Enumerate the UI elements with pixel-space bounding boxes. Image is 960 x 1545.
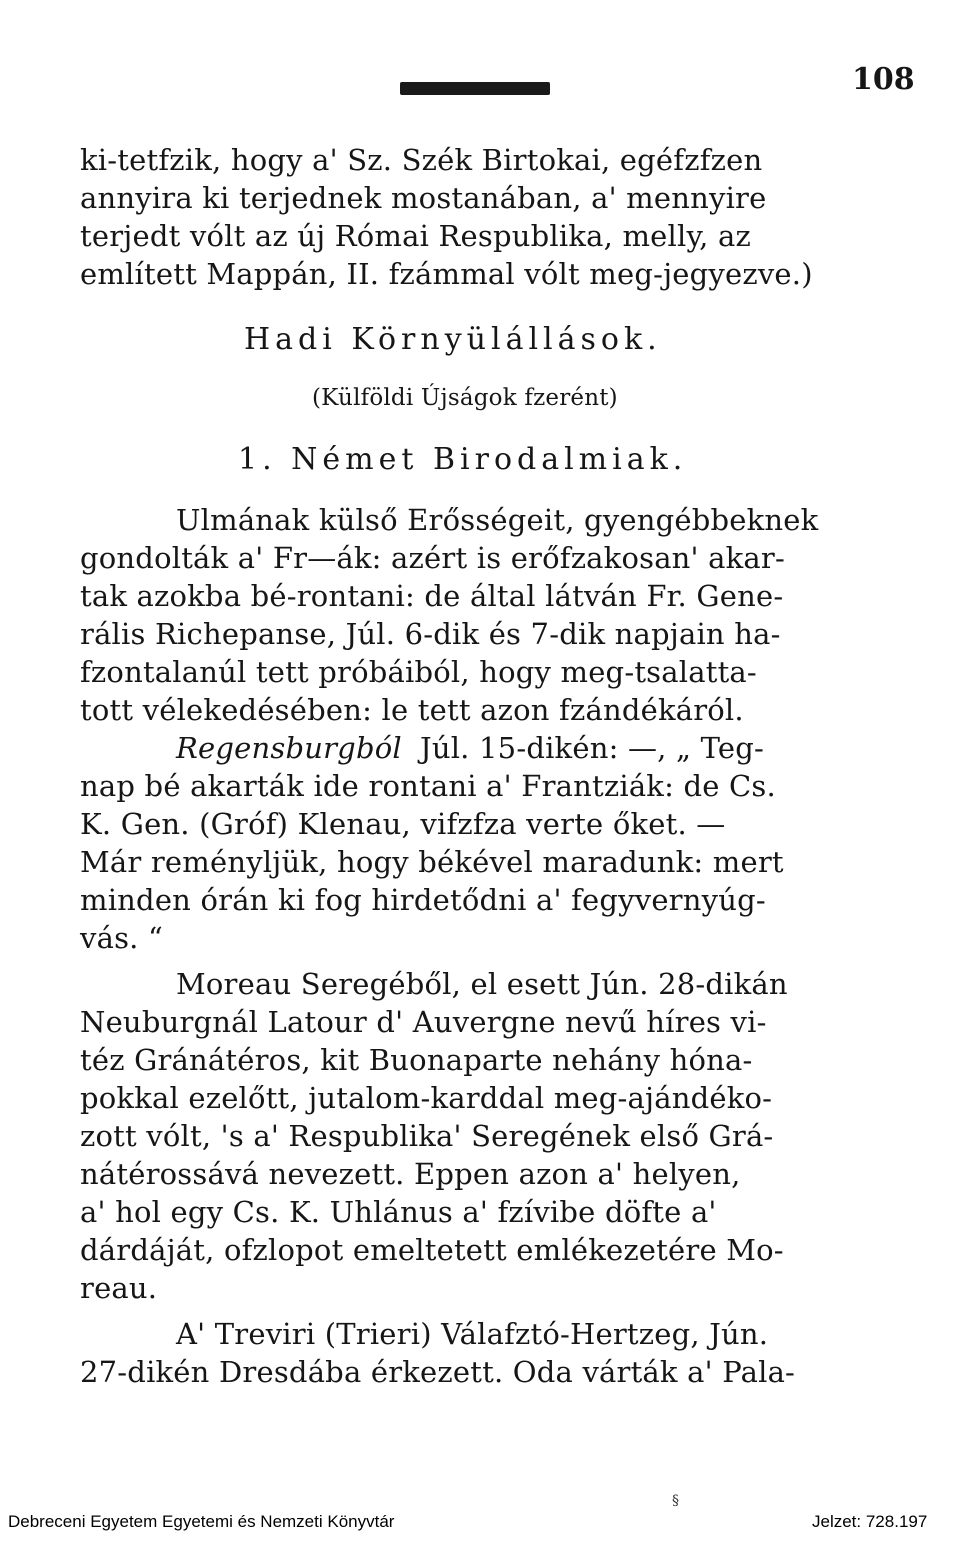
- text-line-15: nap bé akarták ide rontani a' Frantziák: de Cs.: [80, 769, 776, 803]
- footer-shelfmark: Jelzet: 728.197: [812, 1512, 928, 1531]
- text-line-19: vás. “: [80, 921, 164, 955]
- text-line-12: fzontalanúl tett próbáiból, hogy meg-tsalatta-: [80, 655, 757, 689]
- footer-library-name: Debreceni Egyetem Egyetemi és Nemzeti Könyvtár: [8, 1512, 395, 1531]
- text-line-18: minden órán ki fog hirdetődni a' fegyvernyúg-: [80, 883, 766, 917]
- text-line-4: említett Mappán, II. fzámmal vólt meg-jegyezve.): [80, 257, 813, 291]
- text-line-22: téz Gránátéros, kit Buonaparte nehány hóna-: [80, 1043, 753, 1077]
- text-line-2: annyira ki terjednek mostanában, a' mennyire: [80, 181, 767, 215]
- header-ornament-rule: [400, 82, 550, 95]
- text-line-30: 27-dikén Dresdába érkezett. Oda várták a' Pala-: [80, 1355, 796, 1389]
- text-line-20: Moreau Seregéből, el esett Jún. 28-dikán: [176, 967, 788, 1001]
- text-line-16: K. Gen. (Gróf) Klenau, vifzfza verte őket. —: [80, 807, 726, 841]
- subsection-heading: 1. Német Birodalmiak.: [238, 442, 688, 477]
- page-number: 108: [852, 62, 915, 97]
- place-name-italic: Regensburgból: [176, 731, 402, 765]
- text-line-27: dárdáját, ofzlopot emeltetett emlékezetére Mo-: [80, 1233, 784, 1267]
- text-line-24: zott vólt, 's a' Respublika' Seregének első Grá-: [80, 1119, 774, 1153]
- text-line-23: pokkal ezelőtt, jutalom-karddal meg-ajándéko-: [80, 1081, 773, 1115]
- text-line-11: rális Richepanse, Júl. 6-dik és 7-dik napjain ha-: [80, 617, 781, 651]
- text-line-13: tott vélekedésében: le tett azon fzándékáról.: [80, 693, 744, 727]
- text-line-8: Ulmának külső Erősségeit, gyengébbeknek: [176, 503, 819, 537]
- text-line-14: Júl. 15-dikén: —, „ Teg-: [420, 731, 765, 765]
- section-source-note: (Külföldi Újságok fzerént): [312, 385, 618, 411]
- text-line-28: reau.: [80, 1271, 158, 1305]
- text-line-21: Neuburgnál Latour d' Auvergne nevű híres vi-: [80, 1005, 767, 1039]
- text-line-9: gondolták a' Fr—ák: azért is erőfzakosan' akar-: [80, 541, 785, 575]
- text-line-3: terjedt vólt az új Római Respublika, melly, az: [80, 219, 751, 253]
- footer-mark: §: [672, 1493, 679, 1509]
- text-line-25: nátérossává nevezett. Eppen azon a' helyen,: [80, 1157, 741, 1191]
- text-line-29: A' Treviri (Trieri) Válafztó-Hertzeg, Jún.: [176, 1317, 769, 1351]
- text-line-26: a' hol egy Cs. K. Uhlánus a' fzívibe döfte a': [80, 1195, 717, 1229]
- text-line-1: ki-tetfzik, hogy a' Sz. Szék Birtokai, egéfzfzen: [80, 143, 763, 177]
- text-line-10: tak azokba bé-rontani: de által látván Fr. Gene-: [80, 579, 784, 613]
- text-line-17: Már reményljük, hogy békével maradunk: mert: [80, 845, 784, 879]
- section-heading: Hadi Környülállások.: [244, 322, 662, 357]
